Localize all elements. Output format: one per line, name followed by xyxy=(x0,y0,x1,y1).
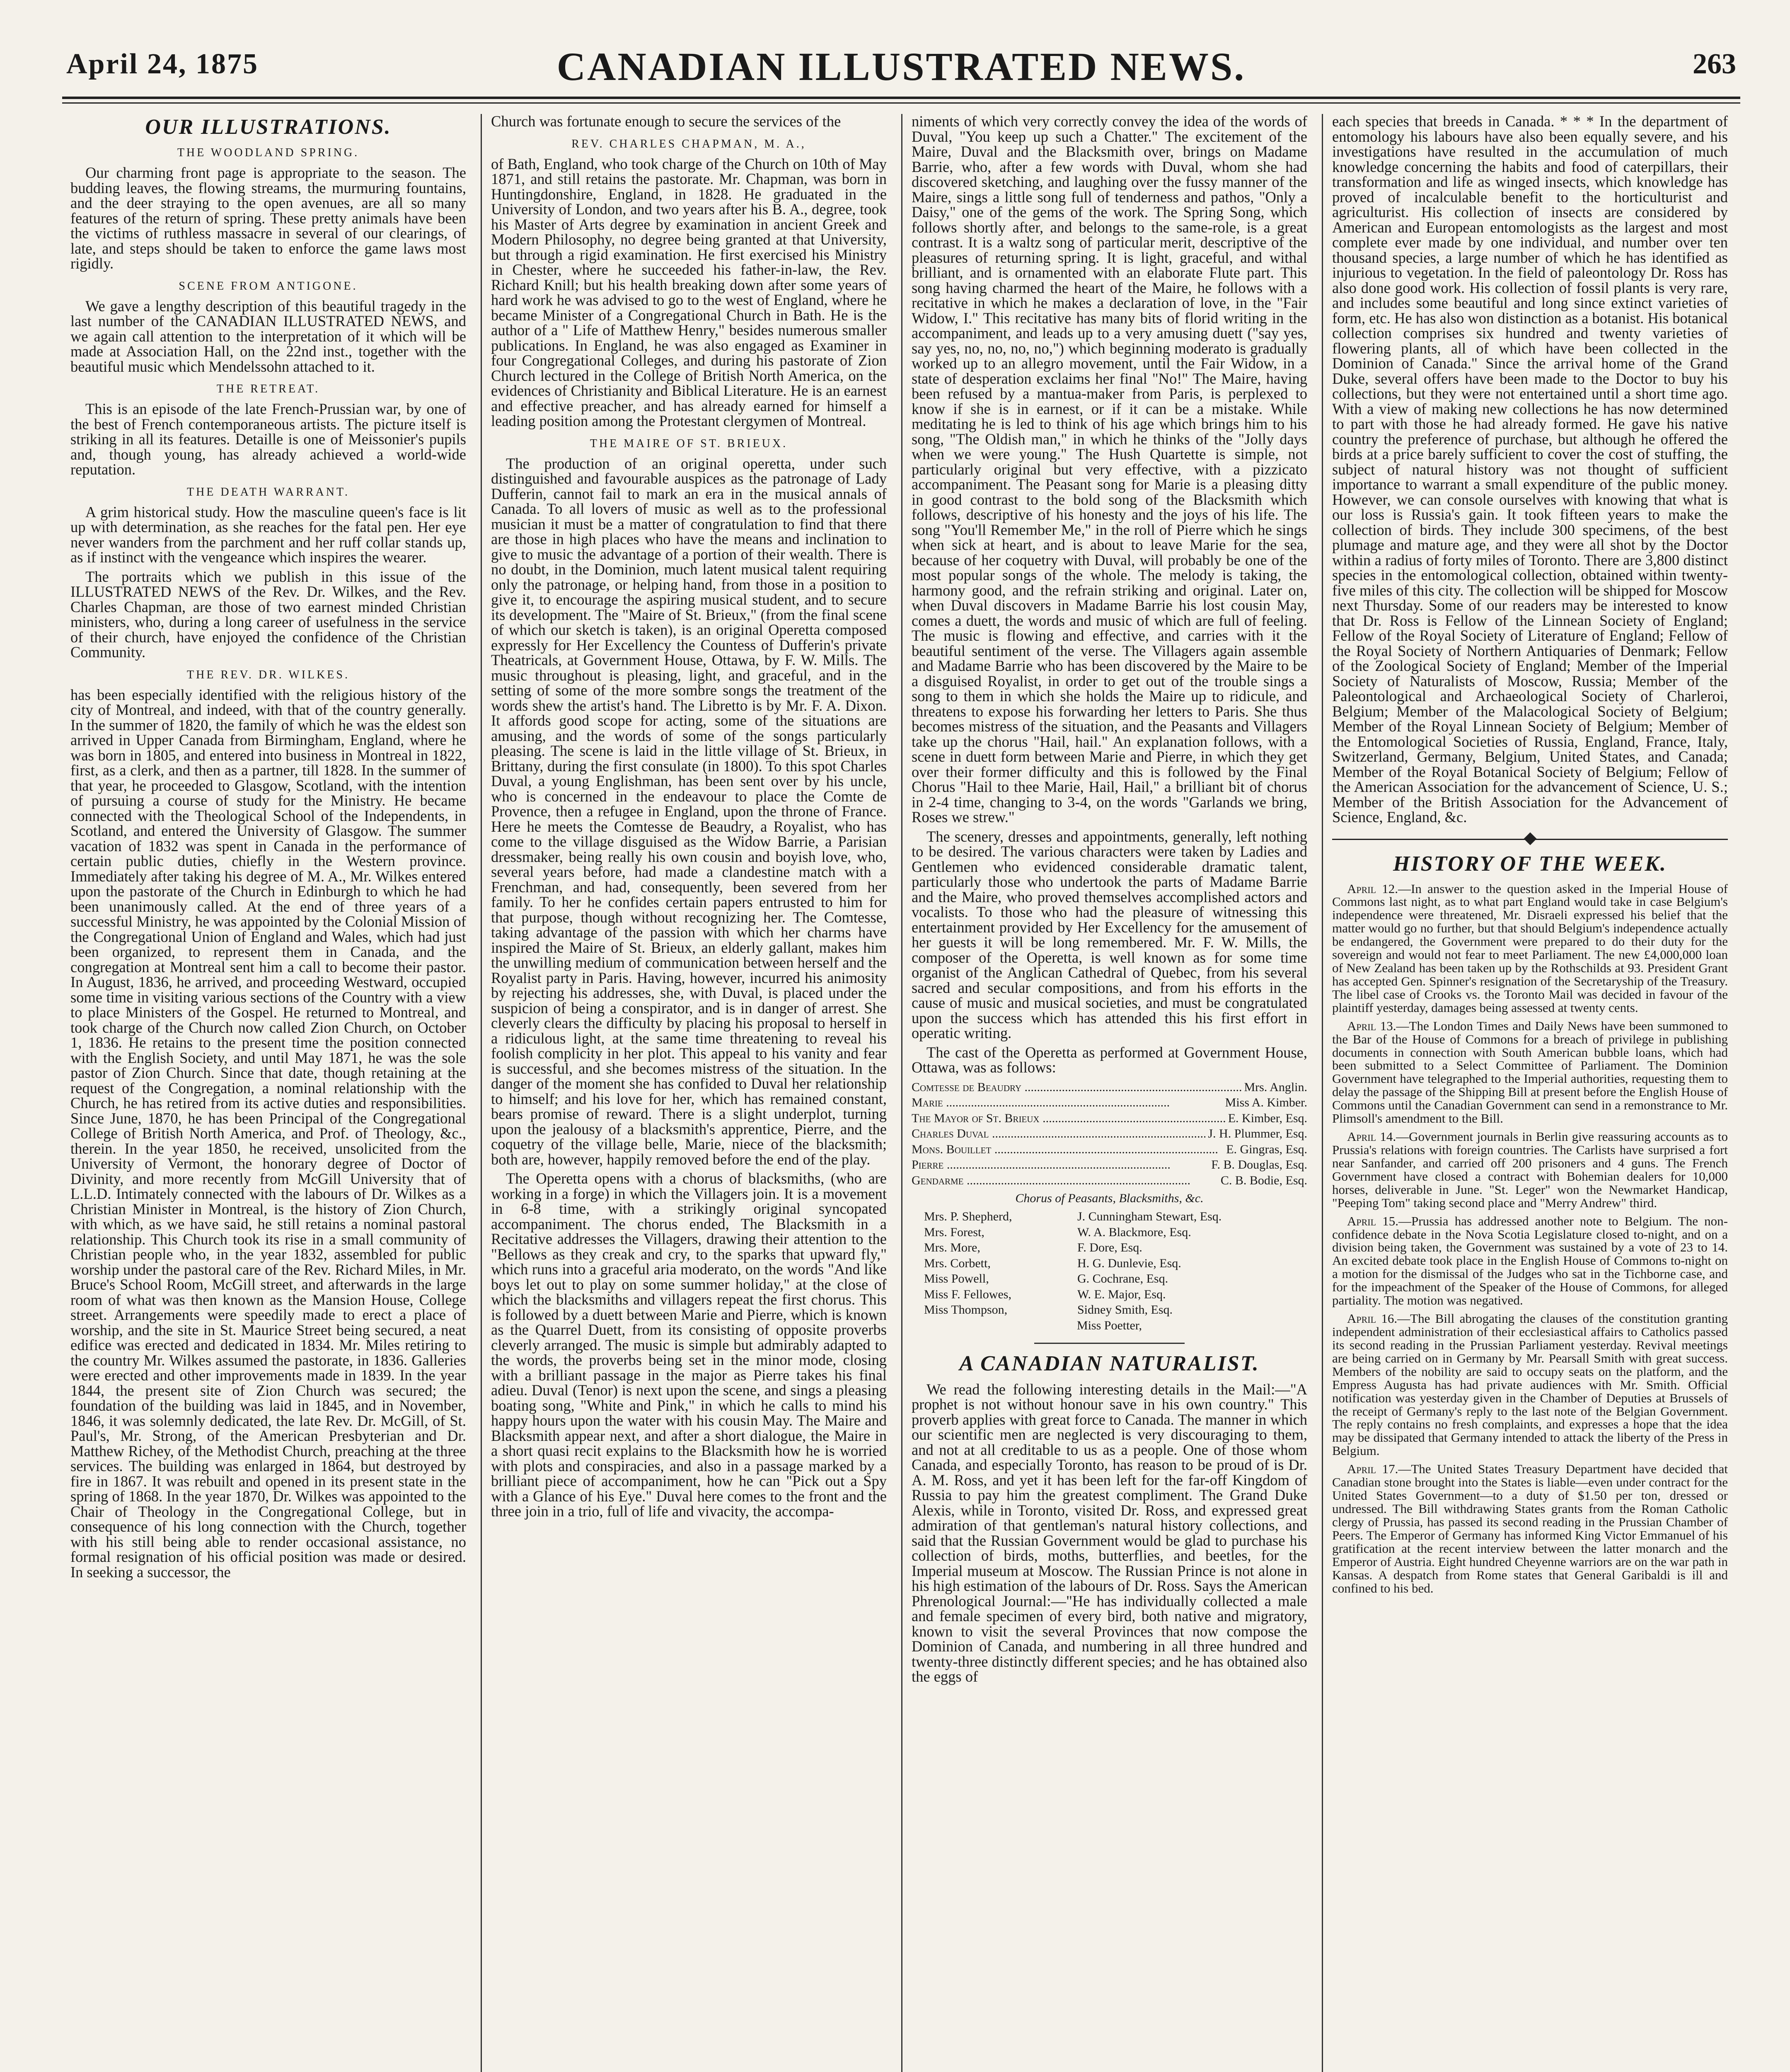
news-item: April 12.—In answer to the question asked in the Imperial House of Commons last night, as to what part England would take in case Belgium's independence were threatened, Mr. Disraeli expressed his belief that the matter would go no further, but that should Belgium's independence actually be endangered, the Government were prepared to do their duty for the sovereign and would not fear to meet Parliament. The new £4,000,000 loan of New Zealand has been taken up by the Rothschilds at 93. President Grant has accepted Gen. Spinner's resignation of the Secretaryship of the Treasury. The libel case of Crooks vs. the Toronto Mail was decided in favour of the plaintiff yesterday, damages being assessed at twenty cents. xyxy=(1332,881,1728,1015)
chorus-heading: Chorus of Peasants, Blacksmiths, &c. xyxy=(1015,1191,1204,1205)
article-maire-cast-intro: The cast of the Operetta as performed at Government House, Ottawa, was as follows: xyxy=(912,1043,1307,1076)
article-chapman: of Bath, England, who took charge of the Church on 10th of May 1871, and still retains the pastorate. Mr. Chapman, was born in Huntingdonshire, England, in 1828. He graduated in the University of London, and two years after his B. A., degree, took his Master of Arts degree by examination in ancient Greek and Modern Philosophy, no degree being granted at that University, but through a rigid examination. He first exercised his Ministry in Chester, where he succeeded his father-in-law, the Rev. Richard Knill; but his health breaking down after some years of hard work he was advised to go to the west of England, where he became Minister of a Congregational Church in Bath. He is the author of a " Life of Matthew Henry," besides numerous smaller publications. In England, he was also engaged as Examiner in four Congregational Colleges, and during his pastorate of Zion Church lectured in the College of British North America, on the evidences of Christianity and Biblical Literature. He is an earnest and effective preacher, and has already earned for himself a leading position among the Protestant clergymen of Montreal. xyxy=(491,155,887,429)
section-title-history: HISTORY OF THE WEEK. xyxy=(1393,852,1667,876)
column-rule xyxy=(1322,114,1323,2072)
cast-row: Comtesse de Beaudry ..... Mrs. Anglin. xyxy=(912,1080,1307,1095)
article-portraits: The portraits which we publish in this issue of the ILLUSTRATED NEWS of the Rev. Dr. Wilkes, and the Rev. Charles Chapman, are those of two earnest minded Christian ministers, who, during a long career of usefulness in the service of their church, have enjoyed the confidence of the Christian Community. xyxy=(70,568,466,661)
cast-row: Mons. Bouillet ..... E. Gingras, Esq. xyxy=(912,1142,1307,1157)
column-4 xyxy=(1332,114,1728,2072)
cast-row: The Mayor of St. Brieux ..... E. Kimber, Esq. xyxy=(912,1111,1307,1126)
article-antigone: We gave a lengthy description of this beautiful tragedy in the last number of the CANADIAN ILLUSTRATED NEWS, and we again call attention to the interpretation of it which will be made at Association Hall, on the 22nd inst., together with the beautiful music which Mendelssohn attached to it. xyxy=(70,297,466,375)
subheading-dr-wilkes: THE REV. DR. WILKES. xyxy=(187,668,350,681)
chorus-last-member: Miss Poetter, xyxy=(1076,1318,1142,1332)
article-naturalist: We read the following interesting details in the Mail:—"A prophet is not without honour save in his own country." This proverb applies with great force to Canada. The manner in which our scientific men are neglected is very discouraging to them, and not at all creditable to us as a people. One of those whom Canada, and especially Toronto, has reason to be proud of is Dr. A. M. Ross, and yet it has been left for the far-off Kingdom of Russia to pay him the greatest compliment. The Grand Duke Alexis, while in Toronto, visited Dr. Ross, and expressed great admiration of that gentleman's natural history collections, and said that the Russian Government would be glad to purchase his collection of birds, moths, butterflies, and beetles, for the Imperial museum at Moscow. The Russian Prince is not alone in his high estimation of the labours of Dr. Ross. Says the American Phrenological Journal:—"He has individually collected a male and female specimen of every bird, both native and migratory, known to visit the several Provinces that now compose the Dominion of Canada, and numbering in all three hundred and twenty-three distinctly different species; and he has obtained also the eggs of xyxy=(912,1380,1307,1685)
article-maire-p2: The Operetta opens with a chorus of blacksmiths, (who are working in a forge) in which the Villagers join. It is a movement in 6-8 time, with a strikingly original syncopated accompaniment. The chorus ended, The Blacksmith in a Recitative addresses the Villagers, drawing their attention to the "Bellows as they creak and cry, to the sparks that upward fly," which runs into a graceful aria moderato, on the words "And like boys let out to play on some summer holiday," at the close of which the blacksmiths and villagers repeat the first chorus. This is followed by a duett between Marie and Pierre, which is known as the Quarrel Duett, from its consisting of opposite proverbs cleverly arranged. The music is simple but admirably adapted to the words, the proverbs being set in the minor mode, closing with a brilliant passage in the major as Pierre takes his final adieu. Duval (Tenor) is next upon the scene, and sings a pleasing boating song, "White and Pink," in which he calls to mind his happy hours upon the water with his cousin May. The Maire and Blacksmith appear next, and after a short dialogue, the Maire in a short quasi recit explains to the Blacksmith how he is worried with plots and conspiracies, and also in a passage marked by a brilliant piece of accompaniment, how he can "Pick out a Spy with a Glance of his Eye." Duval here comes to the front and the three join in a trio, full of life and vivacity, the accompa- xyxy=(491,1170,887,1520)
masthead xyxy=(62,39,1740,102)
article-maire-p3: niments of which very correctly convey the idea of the words of Duval, "You keep up such a Chatter." The excitement of the Maire, Duval and the Blacksmith over, brings on Madame Barrie, who, after a few words with Duval, whom she had discovered sketching, and laughing over the fussy manner of the Maire, sings a little song full of tenderness and pathos, "Only a Daisy," one of the gems of the work. The Spring Song, which follows shortly after, and belongs to the same-role, is a great contrast. It is a waltz song of particular merit, descriptive of the pleasures of returning spring. It is light, graceful, and withal brilliant, and is ornamented with an elaborate Flute part. This song having charmed the heart of the Maire, he follows with a recitative in which he makes a declaration of love, in the "Fair Widow, I." This recitative has many bits of florid writing in the accompaniment, and leads up to a very amusing duett ("say yes, say yes, no, no, no, no,") which beginning moderato is gradually worked up to an allegro movement, until the Fair Widow, in a state of desperation exclaims her final "No!" The Maire, having been refused by a mantua-maker from Paris, is perplexed to know if she is in earnest, or if it can be a mistake. While meditating he is led to think of his age which brings him to his song, "The Oldish man," in which he thinks of the "Jolly days when we were young." The Hush Quartette is simple, not particularly original but very effective, with a pizzicato accompaniment. The Peasant song for Marie is a pleasing ditty in good contrast to the bold song of the Blacksmith which follows, descriptive of his honesty and the joys of his life. The song "You'll Remember Me," in the roll of Pierre which he sings when sick at heart, and is about to leave Marie for the sea, because of her coquetry with Duval, will probably be one of the most popular songs of the whole. The melody is taking, the harmony good, and the refrain striking and original. Later on, when Duval discovers in Madame Barrie his lost cousin May, comes a duett, the words and music of which are full of feeling. The music is flowing and effective, and carries with it the beautiful sentiment of the verse. The Villagers again assemble and Madame Barrie who has been discovered by the Maire to be a disguised Royalist, in order to get out of the trouble sings a song to them in which she holds the Maire up to ridicule, and threatens to expose his forwarding her letters to Paris. She thus becomes mistress of the situation, and the Peasants and Villagers take up the chorus "Hail, hail." An explanation follows, with a scene in duett form between Marie and Pierre, in which they get over their former difficulty and this is followed by the Final Chorus "Hail to thee Marie, Hail, Hail," a brilliant bit of chorus in 2-4 time, changing to 3-4, on the words "Garlands we bring, Roses we strew." xyxy=(912,114,1307,825)
article-maire-p1: The production of an original operetta, under such distinguished and favourable auspices as the patronage of Lady Dufferin, cannot fail to mark an era in the musical annals of Canada. To all lovers of music as well as to the professional musician it must be a matter of congratulation to find that there are those in high places who have the means and inclination to give to music the advantage of a portion of their wealth. There is no doubt, in the Dominion, much latent musical talent requiring only the patronage, or helping hand, from those in a position to give it, to encourage the aspiring musical student, and to secure its development. The "Maire of St. Brieux," (from the final scene of which our sketch is taken), is an original Operetta composed expressly for Her Excellency the Countess of Dufferin's private Theatricals, at Government House, Ottawa, by F. W. Mills. The music throughout is pleasing, light, and graceful, and in the setting of some of the more sombre songs the treatment of the words shew the artist's hand. The Libretto is by Mr. F. A. Dixon. It affords good scope for acting, some of the situations are amusing, and the words of some of the songs particularly pleasing. The scene is laid in the little village of St. Brieux, in Brittany, during the first consulate (in 1800). To this spot Charles Duval, a young Englishman, has been sent over by his uncle, who is concerned in the endeavour to place the Comte de Provence, then a refugee in England, upon the throne of France. Here he meets the Comtesse de Beaudry, a Royalist, who has come to the village disguised as the Widow Barrie, a Parisian dressmaker, being really his own cousin and boyish love, who, several years before, had made a clandestine match with a Frenchman, and had, consequently, been severed from her family. To her he confides certain papers entrusted to him for that purpose, though without recognizing her. The Comtesse, taking advantage of the passion with which her charms have inspired the Maire of St. Brieux, an elderly gallant, makes him the unwilling medium of communication between herself and the Royalist party in Paris. Having, however, incurred his animosity by rejecting his addresses, she, with Duval, is placed under the suspicion of being a conspirator, and is in danger of arrest. She cleverly clears the difficulty by placing his proposal to herself in a ridiculous light, at the same time threatening to reveal his foolish complicity in her plot. This appeal to his vanity and fear is successful, and she becomes mistress of the situation. In the danger of the moment she has confided to Duval her relationship to himself; and his love for her, which has remained constant, bears promise of reward. There is a slight underplot, turning upon the jealousy of a blacksmith's apprentice, Pierre, and the coquetry of the village belle, Marie, niece of the blacksmith; both are, however, happily removed before the end of the play. xyxy=(491,455,887,1168)
section-title-illustrations: OUR ILLUSTRATIONS. xyxy=(145,115,392,139)
page-number: 263 xyxy=(1693,48,1736,80)
column-rule xyxy=(901,114,902,2072)
section-divider xyxy=(1034,1343,1185,1344)
history-of-the-week xyxy=(1332,882,1728,1595)
subheading-woodland-spring: THE WOODLAND SPRING. xyxy=(177,146,360,159)
news-item: April 15.—Prussia has addressed another note to Belgium. The non-confidence debate in the Nova Scotia Legislature closed to-night, and on a division being taken, the Government was sustained by a vote of 23 to 14. An excited debate took place in the English House of Commons to-night on a motion for the dismissal of the Judges who sat in the Tichborne case, and for the impeachment of the Speaker of the House of Commons, for alleged partiality. The motion was negatived. xyxy=(1332,1213,1728,1308)
news-item: April 13.—The London Times and Daily News have been summoned to the Bar of the House of Commons for a breach of privilege in publishing documents in connection with South American bubble loans, which had been submitted to a Select Committee of Parliament. The Dominion Government have telegraphed to the Imperial authorities, requesting them to delay the passage of the Shipping Bill at present before the English House of Commons until the Canadian Government can send in a remonstrance to Mr. Plimsoll's amendment to the Bill. xyxy=(1332,1018,1728,1126)
news-item: April 17.—The United States Treasury Department have decided that Canadian stone brought into the States is liable—even under contract for the United States Government—to a duty of $1.50 per ton, dressed or undressed. The Bill withdrawing States grants from the Roman Catholic clergy of Prussia, has passed its second reading in the Prussian Chamber of Peers. The Emperor of Germany has informed King Victor Emmanuel of his gratification at the recent interview between the latter monarch and the Emperor of Austria. Eight hundred Cheyenne warriors are on the war path in Kansas. A despatch from Rome states that General Garibaldi is ill and confined to his bed. xyxy=(1332,1462,1728,1595)
news-item: April 16.—The Bill abrogating the clauses of the constitution granting independent administration of their ecclesiastical affairs to Catholics passed its second reading in the Prussian Parliament yesterday. Revival meetings are being carried on in Germany by Mr. Pearsall Smith with great success. Members of the nobility are said to occupy seats on the platform, and the Empress Augusta has had private audiences with Mr. Smith. Official notification was yesterday given in the Chamber of Deputies at Brussels of the receipt of Germany's reply to the last note of the Belgian Government. The reply contains no fresh complaints, and expresses a hope that the idea may be dissipated that Germany intended to attack the liberty of the Press in Belgium. xyxy=(1332,1311,1728,1458)
article-woodland-spring: Our charming front page is appropriate to the season. The budding leaves, the flowing streams, the murmuring fountains, and the deer straying to the open avenues, are all so many features of the return of spring. These pretty animals have been the victims of ruthless massacre in several of our clearings, of late, and steps should be taken to enforce the game laws most rigidly. xyxy=(70,164,466,272)
cast-row: Charles Duval ..... J. H. Plummer, Esq. xyxy=(912,1126,1307,1142)
cast-row: Gendarme ..... C. B. Bodie, Esq. xyxy=(912,1173,1307,1188)
chapman-intro: Church was fortunate enough to secure the services of the xyxy=(491,114,841,130)
column-3 xyxy=(912,114,1307,2072)
ornamental-rule xyxy=(1332,835,1728,843)
column-rule xyxy=(481,114,482,2072)
article-dr-wilkes: has been especially identified with the religious history of the city of Montreal, and indeed, with that of the country generally. In the summer of 1820, the family of which he was the eldest son arrived in Upper Canada from Birmingham, England, where he was born in 1805, and entered into business in Montreal in 1822, first, as a clerk, and then as a partner, till 1828. In the summer of that year, he proceeded to Glasgow, Scotland, with the intention of pursuing a course of study for the Ministry. He became connected with the Theological School of the Independents, in Scotland, and entered the University of Glasgow. The summer vacation of 1832 was spent in Canada in the performance of certain public duties, chiefly in the Western province. Immediately after taking his degree of M. A., Mr. Wilkes entered upon the pastorate of the Church in Edinburgh to which he had been unanimously called. At the end of three years of a successful Ministry, he was appointed by the Colonial Mission of the Congregational Union of England and Wales, which had just been organized, to represent them in Canada, and the congregation at Montreal sent him a call to become their pastor. In August, 1836, he arrived, and proceeding Westward, occupied some time in visiting various sections of the Country with a view to place Ministers of the Gospel. He returned to Montreal, and took charge of the Church now called Zion Church, on October 1, 1836. He retains to the present time the position connected with the English Society, and until May 1871, he was the sole pastor of Zion Church. Since that date, though retaining at the request of the Congregation, a nominal relationship with the Church, he has retired from its active duties and responsibilities. Since June, 1870, he has been Principal of the Congregational College of British North America, and Prof. of Theology, &c., therein. In the year 1850, he received, unsolicited from the University of Vermont, the honorary degree of Doctor of Divinity, and more recently from McGill University that of L.L.D. Intimately connected with the labours of Dr. Wilkes as a Christian Minister in Montreal, is the history of Zion Church, with which, as we have said, he still retains a nominal pastoral relationship. This Church took its rise in a small community of Christian people who, in the year 1832, assembled for public worship under the pastoral care of the Rev. Richard Miles, in Mr. Bruce's School Room, McGill street, and afterwards in the large room of what was then known as the Mansion House, College street. Arrangements were speedily made to erect a place of worship, and the site in St. Maurice Street being secured, a neat edifice was erected and dedicated in 1834. Mr. Miles retiring to the country Mr. Wilkes assumed the pastorate, in 1836. Galleries were erected and other improvements made in 1839. In the year 1844, the present site of Zion Church was secured; the foundation of the building was laid in 1845, and in November, 1846, it was solemnly dedicated, the late Rev. Dr. McGill, of St. Paul's, Mr. Strong, of the American Presbyterian and Dr. Matthew Richey, of the Methodist Church, preaching at the three services. The building was enlarged in 1864, but destroyed by fire in 1867. It was rebuilt and opened in its present state in the spring of 1868. In the year 1870, Dr. Wilkes was appointed to the Chair of Theology in the Congregational College, but in consequence of his long connection with the Church, together with his still being able to render occasional assistance, no formal resignation of his official position was made or desired. In seeking a successor, the xyxy=(70,686,466,1581)
subheading-antigone: SCENE FROM ANTIGONE. xyxy=(179,279,358,293)
column-2 xyxy=(491,114,887,2072)
article-naturalist-cont: each species that breeds in Canada. * * * In the department of entomology his labours have also been equally severe, and his investigations have resulted in the accumulation of much knowledge concerning the habits and food of caterpillars, their transformation and life as winged insects, which knowledge has proved of incalculable benefit to the horticulturist and agriculturist. His collection of insects are considered by American and European entomologists as the largest and most complete ever made by one individual, and number over ten thousand species, a large number of which he has identified as injurious to vegetation. In the field of paleontology Dr. Ross has also done good work. His collection of fossil plants is very rare, and includes some beautiful and long since extinct varieties of form, etc. He has also won distinction as a botanist. His botanical collection comprises six hundred and twenty varieties of flowering plants, all of which have been collected in the Dominion of Canada." Since the arrival home of the Grand Duke, several offers have been made to the Doctor to buy his collections, but they were not entertained until a short time ago. With a view of making new collections he has now determined to part with those he had already formed. He gave his native country the preference of purchase, but although he offered the birds at a price barely sufficient to cover the cost of stuffing, the subject of natural history was not thought of sufficient importance to warrant a small expenditure of the public money. However, we can console ourselves with knowing that what is our loss is Russia's gain. It took fifteen years to make the collection of birds. They include 300 specimens, of the best plumage and mature age, and they were all shot by the Doctor within a radius of forty miles of Toronto. There are 3,800 distinct species in the entomological collection, obtained within twenty-five miles of this city. The collection will be shipped for Moscow next Thursday. Some of our readers may be interested to know that Dr. Ross is Fellow of the Linnean Society of England; Fellow of the Royal Society of Literature of England; Fellow of the Royal Society of Northern Antiquaries of Denmark; Fellow of the Zoological Society of England; Member of the Imperial Society of Naturalists of Moscow, Russia; Member of the Paleontological and Archaeological Society of Charleroi, Belgium; Member of the Malacological Society of Belgium; Member of the Royal Linnean Society of Belgium; Member of the Entomological Societies of Russia, England, France, Italy, Switzerland, Germany, Belgium, United States, and Canada; Member of the Royal Botanical Society of Belgium; Fellow of the American Association for the advancement of Science, U. S.; Member of the British Association for the Advancement of Science, England, &c. xyxy=(1332,114,1728,825)
news-item: April 14.—Government journals in Berlin give reassuring accounts as to Prussia's relations with foreign countries. The Carlists have surprised a fort near Sanfander, and carried off 200 prisoners and 4 guns. The French Government have closed a contract with Bohemian dealers for 10,000 horses, deliverable in June. "St. Leger" won the Newmarket Handicap, "Peeping Tom" taking second place and "Merry Andrew" third. xyxy=(1332,1129,1728,1210)
cast-list xyxy=(912,1080,1307,1188)
article-maire-p4: The scenery, dresses and appointments, generally, left nothing to be desired. The various characters were taken by Ladies and Gentlemen who evidenced considerable dramatic talent, particularly those who undertook the parts of Madame Barrie and the Maire, who proved themselves accomplished actors and vocalists. To those who had the pleasure of witnessing this entertainment provided by Her Excellency for the amusement of her guests it will be long remembered. Mr. F. W. Mills, the composer of the Operetta, is well known as for some time organist of the Anglican Cathedral of Quebec, from his several sacred and secular compositions, and from his efforts in the cause of music and musical societies, and must be congratulated upon the success which has attended this his first effort in operatic writing. xyxy=(912,828,1307,1041)
subheading-maire-st-brieux: THE MAIRE OF ST. BRIEUX. xyxy=(590,437,788,450)
issue-date: April 24, 1875 xyxy=(66,48,259,80)
section-title-naturalist: A CANADIAN NATURALIST. xyxy=(959,1351,1260,1375)
column-1 xyxy=(70,114,466,2072)
masthead-rule-thin xyxy=(62,102,1740,104)
article-retreat: This is an episode of the late French-Prussian war, by one of the best of French contemporaneous artists. The picture itself is striking in all its features. Detaille is one of Meissonier's pupils and, though young, has already achieved a world-wide reputation. xyxy=(70,400,466,478)
cast-row: Marie ..... Miss A. Kimber. xyxy=(912,1095,1307,1111)
masthead-rule xyxy=(62,97,1740,99)
cast-row: Pierre ..... F. B. Douglas, Esq. xyxy=(912,1157,1307,1173)
newspaper-title: CANADIAN ILLUSTRATED NEWS. xyxy=(556,44,1246,89)
subheading-death-warrant: THE DEATH WARRANT. xyxy=(186,485,350,499)
chorus-list: Mrs. P. Shepherd, J. Cunningham Stewart, Esq. Mrs. Forest, W. A. Blackmore, Esq. Mrs. More, F. Dore, Esq. Mrs. Corbett, H. G. Dunlevie, Esq. Miss Powell, G. Cochrane, Esq. Miss F. Fellowes, W. E. Major, Esq. Miss Thompson, Sidney Smith, Esq. xyxy=(924,1210,1222,1317)
subheading-retreat: THE RETREAT. xyxy=(216,382,320,395)
article-death-warrant: A grim historical study. How the masculine queen's face is lit up with determination, as she reaches for the fatal pen. Her eye never wanders from the parchment and her ruff collar stands up, as if instinct with the vengeance which inspires the wearer. xyxy=(70,503,466,566)
newspaper-page xyxy=(62,39,1740,2072)
subheading-chapman: REV. CHARLES CHAPMAN, M. A., xyxy=(571,137,806,150)
